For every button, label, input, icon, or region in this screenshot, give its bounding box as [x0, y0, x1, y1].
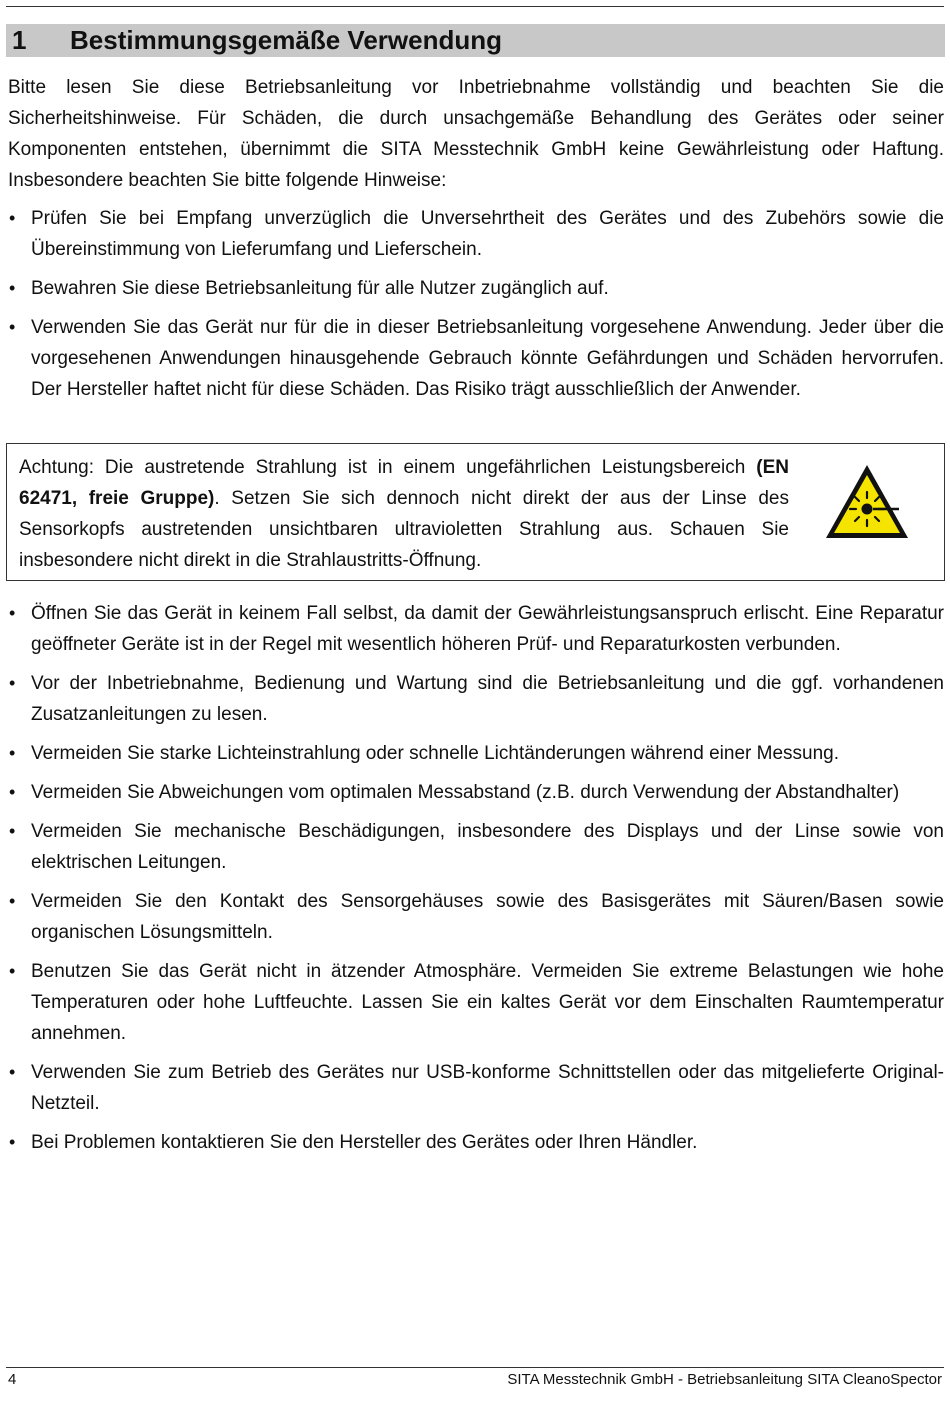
bullet-icon: • — [9, 317, 16, 337]
intro-paragraph: Bitte lesen Sie diese Betriebsanleitung vor Inbetriebnahme vollständig und beachten Sie die Sicherheitshinweise. Für Schäden, die durch unsachgemäße Behandlung des Gerätes oder seiner Komponenten entstehen, übernimmt die SITA Messtechnik GmbH keine Gewährleistung oder Haftung. Insbesondere beachten Sie bitte folgende Hinweise: — [8, 77, 944, 191]
list-item-text: Vermeiden Sie den Kontakt des Sensorgehäuses sowie des Basisgerätes mit Säuren/Basen sowie organischen Lösungsmitteln. — [31, 891, 944, 943]
footer-text: SITA Messtechnik GmbH - Betriebsanleitung SITA CleanoSpector — [507, 1371, 942, 1388]
page-footer — [8, 1371, 942, 1388]
list-item-text: Verwenden Sie das Gerät nur für die in dieser Betriebsanleitung vorgesehene Anwendung. Jeder über die vorgesehenen Anwendungen hinausgehende Gebrauch könnte Gefährdungen und Schäden hervorrufen. Der Hersteller haftet nicht für diese Schäden. Das Risiko trägt ausschließlich der Anwender. — [31, 317, 944, 400]
list-item-text: Bei Problemen kontaktieren Sie den Hersteller des Gerätes oder Ihren Händler. — [31, 1132, 698, 1153]
top-rule — [6, 6, 944, 7]
bullet-icon: • — [9, 891, 16, 911]
list-item-text: Bewahren Sie diese Betriebsanleitung für alle Nutzer zugänglich auf. — [31, 278, 609, 299]
bullet-icon: • — [9, 743, 16, 763]
list-item — [8, 312, 944, 405]
list-item — [8, 203, 944, 265]
warning-standard: (EN 62471, freie Gruppe) — [19, 457, 789, 509]
list-item — [8, 816, 944, 878]
list-item — [8, 1057, 944, 1119]
bullet-icon: • — [9, 208, 16, 228]
list-item-text: Benutzen Sie das Gerät nicht in ätzender Atmosphäre. Vermeiden Sie extreme Belastungen wie hohe Temperaturen oder hohe Luftfeuchte. Lassen Sie ein kaltes Gerät vor dem Einschalten Raumtemperatur annehmen. — [31, 961, 944, 1044]
warning-label: Achtung — [19, 457, 89, 478]
section-title: Bestimmungsgemäße Verwendung — [70, 25, 502, 55]
warning-box — [6, 443, 945, 581]
bullet-icon: • — [9, 1062, 16, 1082]
bullet-icon: • — [9, 673, 16, 693]
bullet-icon: • — [9, 821, 16, 841]
list-item — [8, 273, 944, 304]
bullet-list-top — [8, 203, 944, 405]
list-item-text: Vermeiden Sie Abweichungen vom optimalen Messabstand (z.B. durch Verwendung der Abstandhalter) — [31, 782, 900, 803]
list-item — [8, 886, 944, 948]
warning-text-part2: . Setzen Sie sich dennoch nicht direkt der aus der Linse des Sensorkopfs austretenden unsichtbaren ultravioletten Strahlung aus. Schauen Sie insbesondere nicht direkt in die Strahlaustritts-Öffnung. — [19, 488, 789, 571]
bullet-icon: • — [9, 1132, 16, 1152]
list-item — [8, 1127, 944, 1158]
list-item-text: Verwenden Sie zum Betrieb des Gerätes nur USB-konforme Schnittstellen oder das mitgelieferte Original-Netzteil. — [31, 1062, 944, 1114]
list-item — [8, 956, 944, 1049]
list-item — [8, 738, 944, 769]
list-item — [8, 668, 944, 730]
list-item-text: Prüfen Sie bei Empfang unverzüglich die Unversehrtheit des Gerätes und des Zubehörs sowie die Übereinstimmung von Lieferumfang und Lieferschein. — [31, 208, 944, 260]
section-number: 1 — [12, 25, 27, 55]
warning-text — [19, 452, 789, 576]
list-item — [8, 598, 944, 660]
list-item-text: Öffnen Sie das Gerät in keinem Fall selbst, da damit der Gewährleistungsanspruch erlischt. Eine Reparatur geöffneter Geräte ist in der Regel mit wesentlich höheren Prüf- und Reparaturkosten verbunden. — [31, 603, 944, 655]
bottom-section — [8, 598, 944, 1166]
list-item — [8, 777, 944, 808]
footer-rule — [6, 1367, 944, 1368]
laser-radiation-warning-icon — [823, 462, 911, 542]
list-item-text: Vermeiden Sie starke Lichteinstrahlung oder schnelle Lichtänderungen während einer Messung. — [31, 743, 840, 764]
bullet-icon: • — [9, 603, 16, 623]
bullet-icon: • — [9, 782, 16, 802]
page-number: 4 — [8, 1371, 17, 1388]
list-item-text: Vermeiden Sie mechanische Beschädigungen, insbesondere des Displays und der Linse sowie von elektrischen Leitungen. — [31, 821, 944, 873]
list-item-text: Vor der Inbetriebnahme, Bedienung und Wartung sind die Betriebsanleitung und die ggf. vorhandenen Zusatzanleitungen zu lesen. — [31, 673, 944, 725]
bullet-list-bottom — [8, 598, 944, 1158]
intro-section — [8, 72, 944, 413]
bullet-icon: • — [9, 278, 16, 298]
bullet-icon: • — [9, 961, 16, 981]
section-heading — [6, 24, 945, 57]
warning-text-part1: : Die austretende Strahlung ist in einem ungefährlichen Leistungsbereich — [88, 457, 757, 478]
